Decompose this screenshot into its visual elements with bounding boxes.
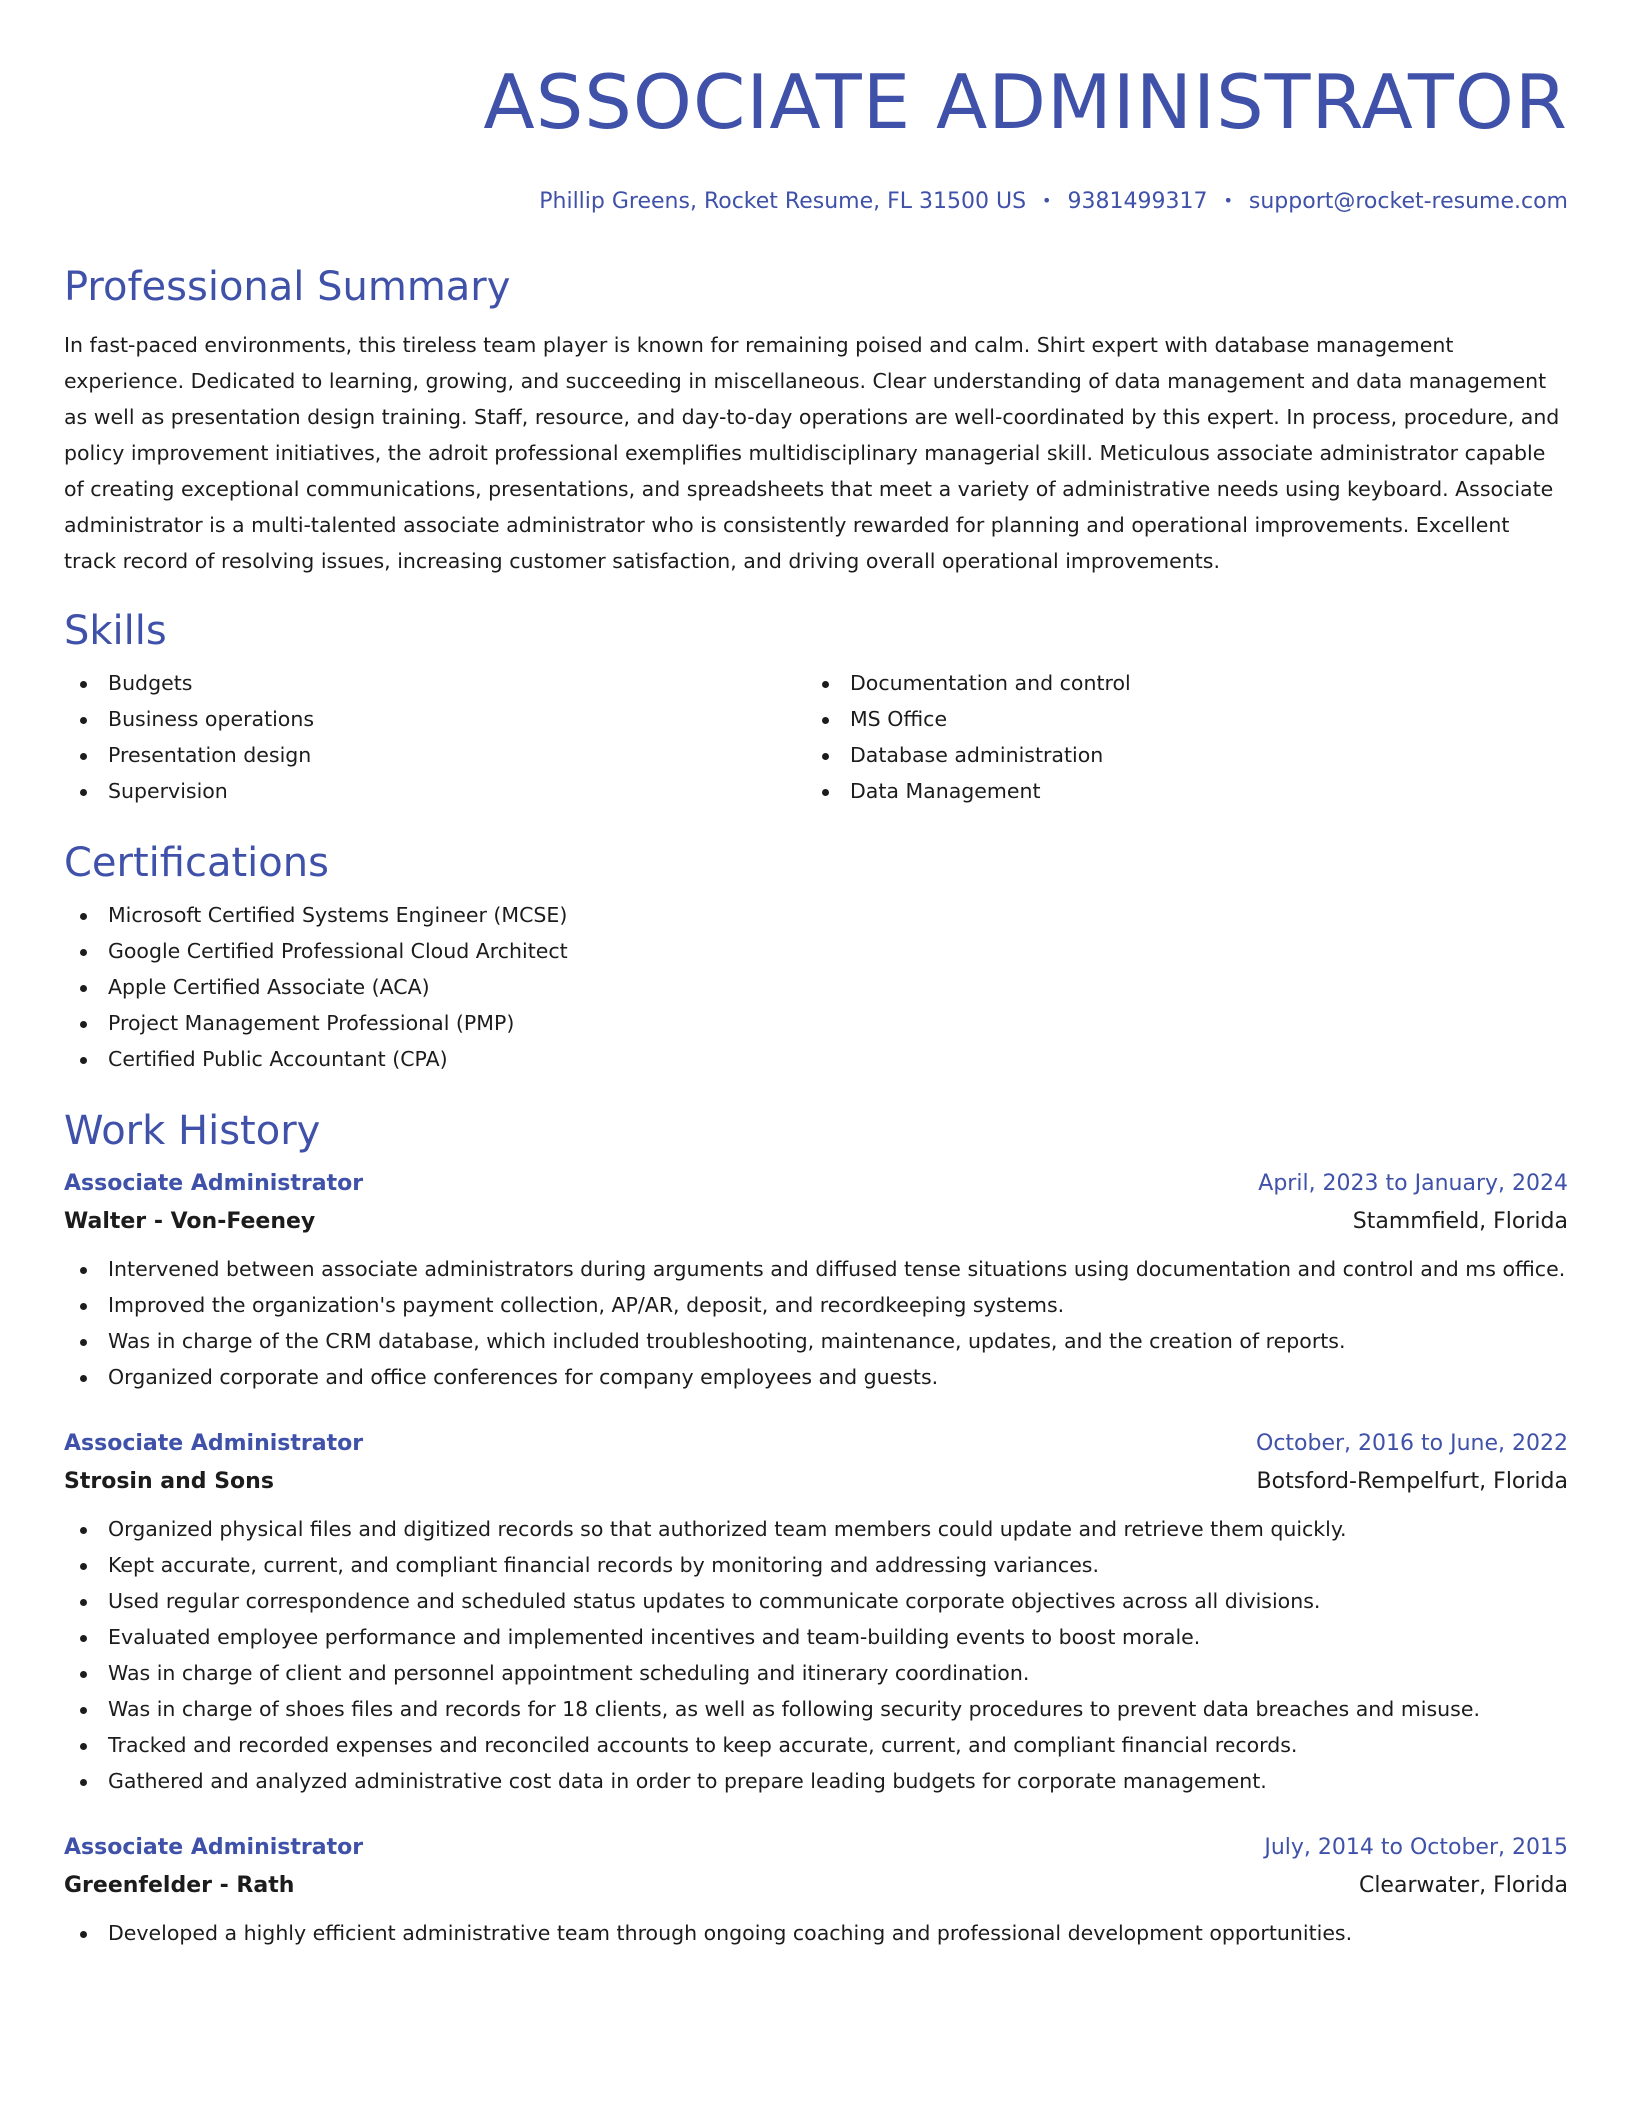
job-dates: July, 2014 to October, 2015: [1264, 1835, 1568, 1860]
job-bullet: Improved the organization's payment collection, AP/AR, deposit, and recordkeeping systems.: [64, 1287, 1568, 1323]
skill-item: Data Management: [806, 773, 1548, 809]
certification-item: Certified Public Accountant (CPA): [64, 1041, 1568, 1077]
job-location: Stammfield, Florida: [1352, 1209, 1568, 1234]
skill-item: MS Office: [806, 701, 1548, 737]
work-history-heading: Work History: [64, 1108, 321, 1154]
job-title: Associate Administrator: [64, 1431, 364, 1456]
job-bullet: Used regular correspondence and scheduled status updates to communicate corporate objectives across all divisions.: [64, 1583, 1568, 1619]
job-dates: April, 2023 to January, 2024: [1258, 1171, 1568, 1196]
job-entry: [64, 1169, 1568, 1395]
job-bullet: Organized physical files and digitized records so that authorized team members could update and retrieve them quickly.: [64, 1511, 1568, 1547]
skill-item: Business operations: [64, 701, 806, 737]
resume-title: ASSOCIATE ADMINISTRATOR: [483, 58, 1568, 146]
job-location: Clearwater, Florida: [1358, 1873, 1568, 1898]
skill-item: Supervision: [64, 773, 806, 809]
job-company: Strosin and Sons: [64, 1469, 274, 1494]
skills-column-left: [64, 665, 806, 809]
job-bullets: [64, 1251, 1568, 1395]
job-bullet: Intervened between associate administrators during arguments and diffused tense situations using documentation and control and ms office.: [64, 1251, 1568, 1287]
job-bullet: Kept accurate, current, and compliant financial records by monitoring and addressing variances.: [64, 1547, 1568, 1583]
job-entry: [64, 1429, 1568, 1799]
job-bullets: [64, 1915, 1568, 1951]
skills-grid: [64, 665, 1568, 809]
summary-heading: Professional Summary: [64, 264, 511, 310]
skill-item: Documentation and control: [806, 665, 1548, 701]
contact-email[interactable]: support@rocket-resume.com: [1248, 189, 1568, 214]
job-location: Botsford-Rempelfurt, Florida: [1256, 1469, 1568, 1494]
contact-separator: •: [1223, 191, 1233, 210]
job-company: Greenfelder - Rath: [64, 1873, 295, 1898]
certification-item: Google Certified Professional Cloud Architect: [64, 933, 1568, 969]
skill-item: Budgets: [64, 665, 806, 701]
certification-item: Microsoft Certified Systems Engineer (MCSE): [64, 897, 1568, 933]
certification-item: Project Management Professional (PMP): [64, 1005, 1568, 1041]
job-bullet: Developed a highly efficient administrative team through ongoing coaching and professional development opportunities.: [64, 1915, 1568, 1951]
certifications-list: [64, 897, 1568, 1077]
job-title: Associate Administrator: [64, 1171, 364, 1196]
summary-text: In fast-paced environments, this tireless team player is known for remaining poised and calm. Shirt expert with database management experience. Dedicated to learning, growing, and succeeding in miscellaneous. Clear understanding of data management and data management as well as presentation design training. Staff, resource, and day-to-day operations are well-coordinated by this expert. In process, procedure, and policy improvement initiatives, the adroit professional exemplifies multidisciplinary managerial skill. Meticulous associate administrator capable of creating exceptional communications, presentations, and spreadsheets that meet a variety of administrative needs using keyboard. Associate administrator is a multi-talented associate administrator who is consistently rewarded for planning and operational improvements. Excellent track record of resolving issues, increasing customer satisfaction, and driving overall operational improvements.: [64, 333, 1560, 573]
skills-heading: Skills: [64, 608, 167, 654]
job-bullet: Evaluated employee performance and implemented incentives and team-building events to boost morale.: [64, 1619, 1568, 1655]
job-entry: [64, 1833, 1568, 1951]
certification-item: Apple Certified Associate (ACA): [64, 969, 1568, 1005]
job-bullet: Was in charge of shoes files and records for 18 clients, as well as following security procedures to prevent data breaches and misuse.: [64, 1691, 1568, 1727]
certifications-heading: Certifications: [64, 840, 329, 886]
job-dates: October, 2016 to June, 2022: [1256, 1431, 1568, 1456]
job-company: Walter - Von-Feeney: [64, 1209, 316, 1234]
contact-address: Phillip Greens, Rocket Resume, FL 31500 US: [539, 189, 1027, 214]
job-bullet: Tracked and recorded expenses and reconciled accounts to keep accurate, current, and compliant financial records.: [64, 1727, 1568, 1763]
contact-separator: •: [1042, 191, 1052, 210]
job-bullet: Was in charge of client and personnel appointment scheduling and itinerary coordination.: [64, 1655, 1568, 1691]
skill-item: Presentation design: [64, 737, 806, 773]
job-bullets: [64, 1511, 1568, 1799]
job-bullet: Gathered and analyzed administrative cost data in order to prepare leading budgets for corporate management.: [64, 1763, 1568, 1799]
job-bullet: Organized corporate and office conferences for company employees and guests.: [64, 1359, 1568, 1395]
skills-column-right: [806, 665, 1548, 809]
contact-phone: 9381499317: [1067, 189, 1208, 214]
contact-line: [64, 186, 1568, 217]
job-title: Associate Administrator: [64, 1835, 364, 1860]
job-bullet: Was in charge of the CRM database, which included troubleshooting, maintenance, updates, and the creation of reports.: [64, 1323, 1568, 1359]
skill-item: Database administration: [806, 737, 1548, 773]
